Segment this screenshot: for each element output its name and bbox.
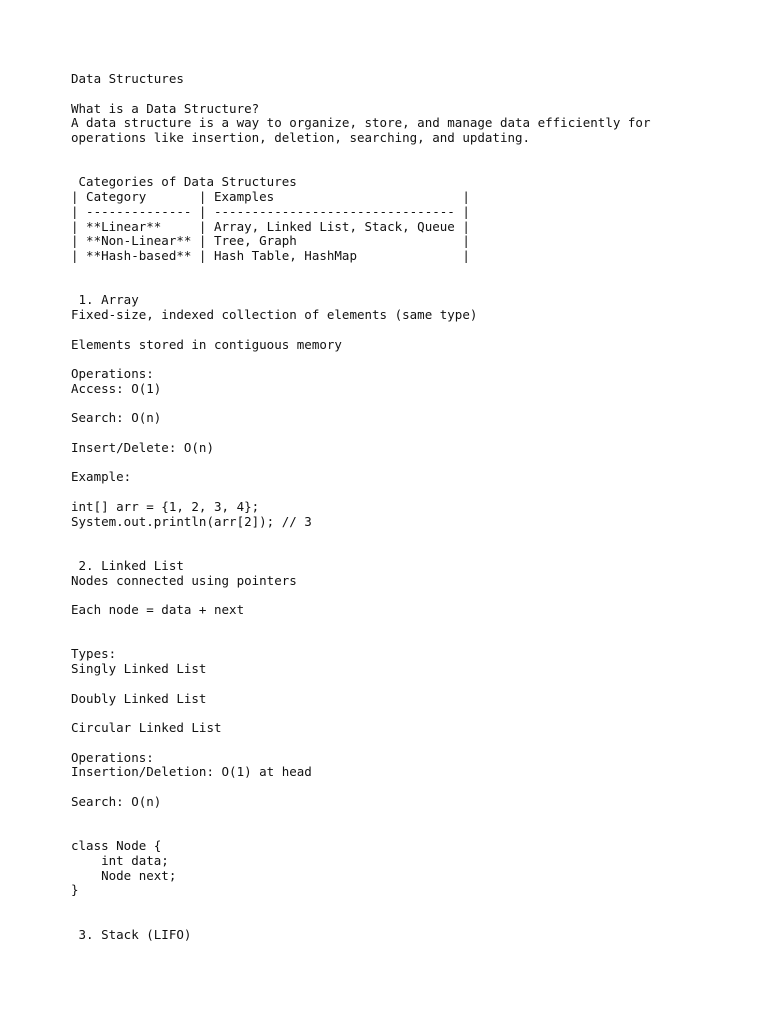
section-heading: 3. Stack (LIFO) [71, 926, 192, 942]
table-row: | **Hash-based** | Hash Table, HashMap | [71, 248, 470, 263]
text-line: Types: [71, 646, 117, 662]
blank-line [71, 161, 751, 176]
table-row: | **Non-Linear** | Tree, Graph | [71, 233, 470, 249]
blank-line [71, 618, 751, 633]
text-line: Insertion/Deletion: O(1) at head [71, 764, 312, 780]
text-line: Circular Linked List [71, 720, 222, 735]
code-line: class Node { [71, 838, 162, 853]
blank-line [71, 544, 751, 559]
text-line: Example: [71, 469, 132, 485]
blank-line [71, 824, 751, 839]
text-line: Access: O(1) [71, 380, 162, 396]
blank-line [71, 898, 751, 913]
text-line: A data structure is a way to organize, store, and manage data efficiently for [71, 115, 651, 131]
text-line: Search: O(n) [71, 793, 162, 809]
blank-line [71, 397, 751, 412]
blank-line [71, 426, 751, 441]
text-line: Singly Linked List [71, 661, 207, 676]
document-text [71, 72, 751, 942]
blank-line [71, 706, 751, 721]
blank-line [71, 264, 751, 279]
blank-line [71, 352, 751, 367]
section-heading: What is a Data Structure? [71, 100, 260, 116]
blank-line [71, 456, 751, 471]
table-row: | **Linear** | Array, Linked List, Stack, Queue | [71, 218, 470, 234]
blank-line [71, 529, 751, 544]
blank-line [71, 323, 751, 338]
blank-line [71, 588, 751, 603]
text-line: Search: O(n) [71, 410, 162, 426]
section-heading: 1. Array [71, 292, 139, 308]
document-title: Data Structures [71, 71, 184, 86]
blank-line [71, 913, 751, 928]
blank-line [71, 146, 751, 161]
code-line: } [71, 882, 79, 898]
section-heading: 2. Linked List [71, 557, 184, 573]
blank-line [71, 810, 751, 825]
text-line: Nodes connected using pointers [71, 572, 297, 588]
text-line: operations like insertion, deletion, searching, and updating. [71, 130, 531, 145]
text-line: Each node = data + next [71, 602, 245, 617]
blank-line [71, 633, 751, 648]
blank-line [71, 677, 751, 692]
code-line: int[] arr = {1, 2, 3, 4}; [71, 498, 260, 514]
blank-line [71, 736, 751, 751]
code-line: System.out.println(arr[2]); // 3 [71, 513, 312, 529]
text-line: Doubly Linked List [71, 690, 207, 706]
blank-line [71, 780, 751, 795]
code-line: int data; [71, 852, 169, 868]
code-line: Node next; [71, 867, 177, 883]
section-heading: Categories of Data Structures [71, 174, 297, 190]
table-separator-row: | -------------- | -------------------------------- | [71, 203, 470, 219]
blank-line [71, 279, 751, 294]
text-line: Insert/Delete: O(n) [71, 439, 214, 455]
text-line: Fixed-size, indexed collection of elements (same type) [71, 307, 478, 322]
table-header-row: | Category | Examples | [71, 189, 470, 204]
blank-line [71, 485, 751, 500]
text-line: Operations: [71, 749, 154, 765]
text-line: Elements stored in contiguous memory [71, 336, 342, 352]
text-line: Operations: [71, 366, 154, 381]
blank-line [71, 87, 751, 102]
